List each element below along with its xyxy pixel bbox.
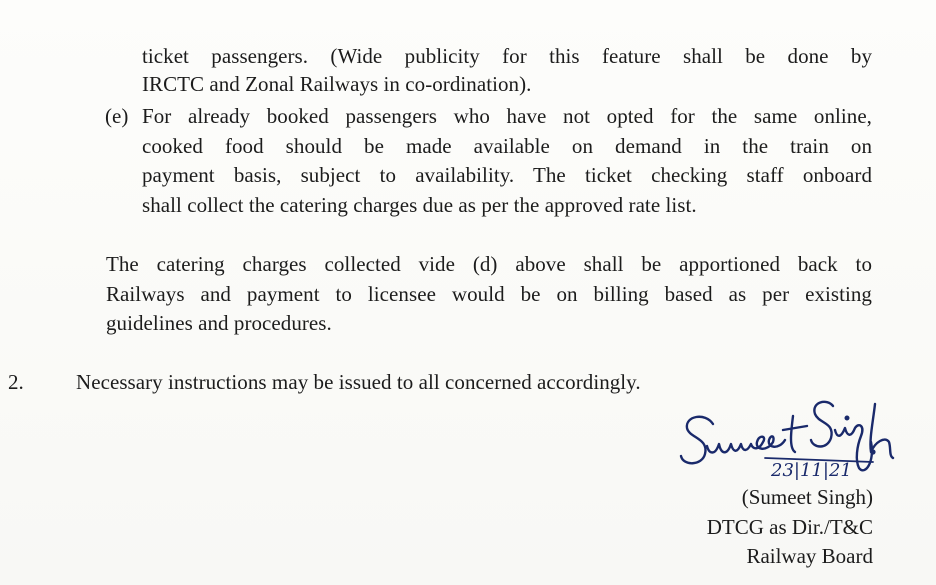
paragraph-line-3: guidelines and procedures. <box>106 311 332 335</box>
handwritten-signature <box>675 392 925 482</box>
signature-svg <box>675 392 925 482</box>
continuation-line-1: ticket passengers. (Wide publicity for this feature shall be done by <box>142 44 872 68</box>
item-e-line-1: For already booked passengers who have not opted for the same online, <box>142 104 872 128</box>
item-e-line-3: payment basis, subject to availability. The ticket checking staff onboard <box>142 163 872 187</box>
signatory-name: (Sumeet Singh) <box>741 485 873 509</box>
item-e-marker: (e) <box>105 104 129 128</box>
signature-date: 23|11|21 <box>771 460 852 481</box>
signatory-designation: DTCG as Dir./T&C <box>706 515 873 539</box>
point-2-number: 2. <box>8 370 24 394</box>
item-e-line-2: cooked food should be made available on demand in the train on <box>142 134 872 158</box>
paragraph-line-2: Railways and payment to licensee would be on billing based as per existing <box>106 282 872 306</box>
signatory-office: Railway Board <box>746 544 873 568</box>
paragraph-line-1: The catering charges collected vide (d) above shall be apportioned back to <box>106 252 872 276</box>
continuation-line-2: IRCTC and Zonal Railways in co-ordination). <box>142 72 532 96</box>
point-2-text: Necessary instructions may be issued to all concerned accordingly. <box>76 370 641 394</box>
item-e-line-4: shall collect the catering charges due as per the approved rate list. <box>142 193 697 217</box>
